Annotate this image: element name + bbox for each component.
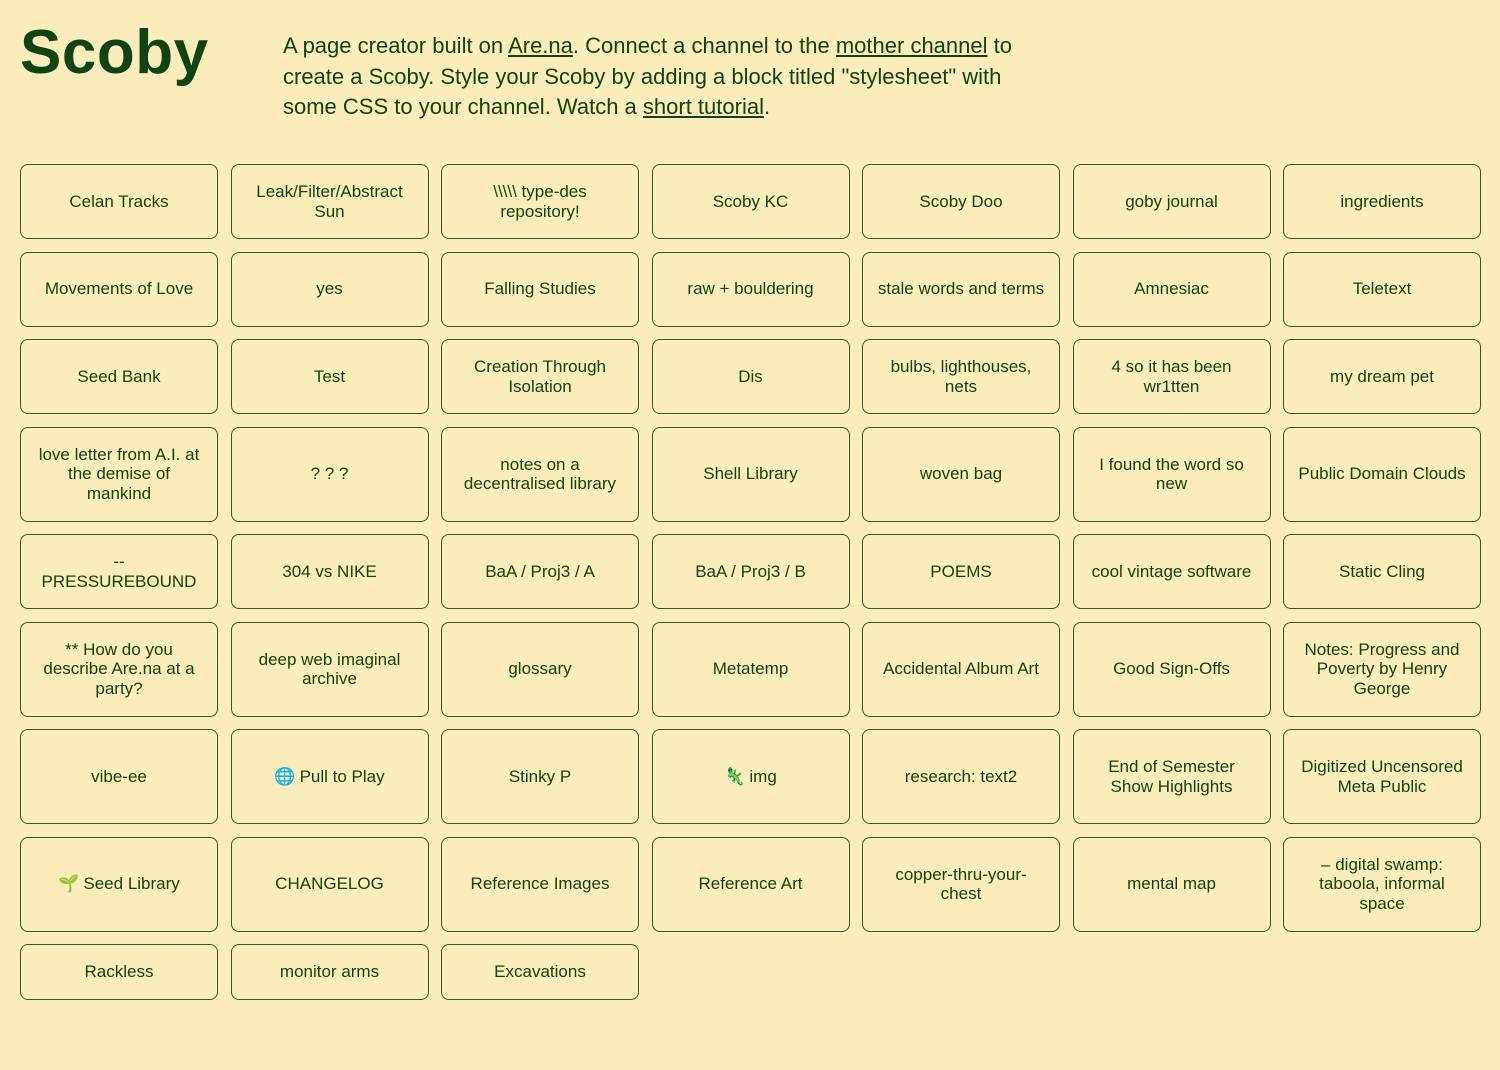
channel-title: 304 vs NIKE: [282, 561, 377, 581]
channel-tile-content: [274, 767, 384, 787]
channel-tile[interactable]: [1073, 534, 1271, 609]
channel-tile[interactable]: [231, 427, 429, 522]
intro-text: [283, 31, 1023, 123]
channel-title: glossary: [508, 659, 572, 679]
channel-tile[interactable]: [1283, 837, 1481, 932]
channel-title: 4 so it has been wr1tten: [1111, 357, 1232, 396]
channel-tile-content: [35, 445, 203, 504]
channel-tile-content: [456, 455, 624, 494]
channel-title: Rackless: [84, 962, 154, 982]
channel-tile[interactable]: [20, 622, 218, 717]
channel-title: Test: [313, 366, 346, 386]
channel-title: Reference Images: [470, 874, 610, 894]
site-logo[interactable]: Scoby: [20, 18, 209, 87]
channel-tile[interactable]: [1073, 729, 1271, 824]
channel-title: copper-thru-your-chest: [895, 864, 1027, 903]
channel-tile-content: [920, 464, 1002, 484]
channel-title: Stinky P: [508, 766, 572, 786]
channel-title: CHANGELOG: [275, 874, 384, 894]
channel-title: Metatemp: [712, 659, 789, 679]
channel-title: Static Cling: [1339, 561, 1425, 581]
channel-tile-content: [456, 182, 624, 221]
channel-title: love letter from A.I. at the demise of mankind: [38, 444, 200, 503]
channel-tile-content: [69, 192, 168, 212]
channel-tile[interactable]: [652, 622, 850, 717]
mother-channel-link[interactable]: mother channel: [835, 33, 988, 58]
channel-title: Seed Library: [83, 874, 180, 894]
channel-tile-content: [246, 182, 414, 221]
channel-title: stale words and terms: [877, 279, 1045, 299]
channel-title: Dis: [738, 366, 763, 386]
channel-tile[interactable]: [231, 837, 429, 932]
channel-tile-content: [1134, 279, 1209, 299]
channel-tile-content: [877, 357, 1045, 396]
channel-title: BaA / Proj3 / A: [485, 561, 595, 581]
channel-title: Scoby Doo: [919, 191, 1003, 211]
channel-tile[interactable]: [231, 622, 429, 717]
channel-title: ? ? ?: [310, 464, 349, 484]
channel-tile[interactable]: [862, 427, 1060, 522]
arena-link[interactable]: Are.na: [508, 33, 573, 58]
channel-tile-content: [1298, 640, 1466, 699]
channel-tile[interactable]: [231, 729, 429, 824]
channel-tile-content: [703, 464, 798, 484]
channel-tile-content: [282, 562, 377, 582]
channel-title: Reference Art: [698, 874, 803, 894]
channel-tile[interactable]: [652, 729, 850, 824]
channel-tile[interactable]: [1073, 339, 1271, 414]
channel-tile-content: [713, 192, 789, 212]
channel-tile-content: [877, 865, 1045, 904]
channel-tile-content: [484, 279, 596, 299]
channel-tile[interactable]: [20, 427, 218, 522]
channel-tile[interactable]: [20, 339, 218, 414]
channel-title: – digital swamp: taboola, informal space: [1319, 854, 1445, 913]
channel-title: Seed Bank: [77, 366, 161, 386]
channel-title: Notes: Progress and Poverty by Henry George: [1304, 639, 1460, 698]
channel-tile-content: [1298, 464, 1465, 484]
channel-tile[interactable]: [862, 339, 1060, 414]
channel-tile[interactable]: [862, 164, 1060, 239]
sprout-icon: 🌱: [58, 874, 80, 894]
channel-tile-content: [878, 279, 1044, 299]
channel-tile[interactable]: [1283, 622, 1481, 717]
channel-title: Scoby KC: [712, 191, 789, 211]
channel-tile[interactable]: [862, 534, 1060, 609]
channel-tile[interactable]: [1283, 729, 1481, 824]
channel-tile[interactable]: [1283, 534, 1481, 609]
channel-title: ** How do you describe Are.na at a party?: [43, 639, 195, 698]
channel-title: vibe-ee: [91, 766, 147, 786]
channel-tile-content: [695, 562, 806, 582]
channel-tile[interactable]: [441, 729, 639, 824]
channel-title: deep web imaginal archive: [258, 649, 401, 688]
channel-tile[interactable]: [1073, 252, 1271, 327]
channel-title: cool vintage software: [1091, 561, 1252, 581]
channel-tile-content: [246, 650, 414, 689]
channel-tile-content: [275, 874, 384, 894]
channel-title: Teletext: [1352, 279, 1412, 299]
channel-tile[interactable]: [231, 944, 429, 1000]
channel-title: yes: [316, 279, 343, 299]
channel-tile[interactable]: [652, 164, 850, 239]
channel-title: ingredients: [1340, 191, 1424, 211]
channel-tile-content: [1088, 357, 1256, 396]
channel-tile-content: [1127, 874, 1216, 894]
channel-tile[interactable]: [441, 252, 639, 327]
channel-tile-content: [1339, 562, 1425, 582]
channel-title: End of Semester Show Highlights: [1108, 757, 1235, 796]
channel-title: I found the word so new: [1099, 454, 1244, 493]
channel-tile[interactable]: [652, 252, 850, 327]
channel-title: POEMS: [930, 561, 992, 581]
channel-tile-content: [1353, 279, 1412, 299]
channel-tile[interactable]: [1283, 339, 1481, 414]
channel-tile-content: [1088, 757, 1256, 796]
channel-tile[interactable]: [441, 837, 639, 932]
channel-tile-content: [905, 767, 1017, 787]
channel-title: Amnesiac: [1134, 279, 1209, 299]
channel-tile[interactable]: [1073, 164, 1271, 239]
channel-tile[interactable]: [652, 534, 850, 609]
short-tutorial-link[interactable]: short tutorial: [642, 94, 764, 119]
channel-tile-content: [699, 874, 803, 894]
channel-title: Public Domain Clouds: [1298, 464, 1466, 484]
channel-tile-content: [85, 962, 154, 982]
channel-tile[interactable]: [652, 339, 850, 414]
channel-title: Shell Library: [703, 464, 798, 484]
channel-tile[interactable]: [231, 339, 429, 414]
channel-tile-content: [1092, 562, 1252, 582]
channel-tile-content: [1330, 367, 1434, 387]
channel-tile-content: [456, 357, 624, 396]
channel-tile-content: [471, 874, 610, 894]
channel-tile-content: [1088, 455, 1256, 494]
channel-title: Movements of Love: [44, 279, 194, 299]
channel-tile-content: [1298, 757, 1466, 796]
lizard-icon: 🦎: [724, 766, 746, 786]
channel-tile[interactable]: [1073, 837, 1271, 932]
channel-tile-content: [930, 562, 991, 582]
channel-tile[interactable]: [862, 729, 1060, 824]
channel-title: Good Sign-Offs: [1113, 659, 1230, 679]
channel-tile[interactable]: [231, 534, 429, 609]
channel-tile[interactable]: [441, 339, 639, 414]
channel-tile[interactable]: [862, 837, 1060, 932]
channel-title: bulbs, lighthouses, nets: [890, 357, 1032, 396]
channel-tile-content: [91, 767, 147, 787]
channel-title: Falling Studies: [484, 279, 596, 299]
channel-tile[interactable]: [20, 252, 218, 327]
channel-title: my dream pet: [1330, 366, 1434, 386]
channel-title: -- PRESSUREBOUND: [41, 552, 197, 591]
channel-grid: [20, 164, 1481, 1000]
channel-tile[interactable]: [20, 729, 218, 824]
channel-title: Excavations: [494, 962, 586, 982]
channel-tile[interactable]: [20, 837, 218, 932]
channel-title: goby journal: [1125, 191, 1218, 211]
channel-tile[interactable]: [441, 622, 639, 717]
channel-tile-content: [316, 279, 342, 299]
channel-tile[interactable]: [1283, 427, 1481, 522]
channel-tile-content: [314, 367, 345, 387]
channel-tile-content: [687, 279, 813, 299]
channel-tile[interactable]: [441, 427, 639, 522]
channel-tile-content: [883, 659, 1039, 679]
channel-tile[interactable]: [862, 622, 1060, 717]
channel-tile[interactable]: [231, 164, 429, 239]
channel-tile-content: [919, 192, 1002, 212]
channel-title: Leak/Filter/Abstract Sun: [256, 182, 403, 221]
channel-tile[interactable]: [1283, 252, 1481, 327]
channel-tile-content: [77, 367, 160, 387]
intro-text-2: . Connect a channel to the: [572, 33, 836, 58]
channel-tile[interactable]: [231, 252, 429, 327]
channel-title: Celan Tracks: [69, 191, 169, 211]
channel-tile[interactable]: [20, 534, 218, 609]
channel-tile-content: [1113, 659, 1230, 679]
channel-title: mental map: [1127, 874, 1216, 894]
channel-title: research: text2: [904, 766, 1018, 786]
channel-title: raw + bouldering: [687, 279, 814, 299]
channel-title: monitor arms: [279, 962, 380, 982]
channel-tile-content: [45, 279, 193, 299]
channel-tile-content: [1298, 855, 1466, 914]
channel-tile-content: [508, 659, 571, 679]
channel-title: Creation Through Isolation: [474, 357, 606, 396]
channel-title: Accidental Album Art: [883, 659, 1039, 679]
channel-tile[interactable]: [652, 427, 850, 522]
channel-title: BaA / Proj3 / B: [695, 561, 806, 581]
channel-tile[interactable]: [862, 252, 1060, 327]
channel-tile-content: [713, 659, 789, 679]
channel-title: \\\\\ type-des repository!: [493, 182, 587, 221]
channel-tile[interactable]: [20, 944, 218, 1000]
intro-text-3: to create a Scoby. Style your Scoby by adding a block titled "stylesheet" with some CSS to your channel. Watch a: [283, 33, 1012, 119]
channel-tile-content: [35, 640, 203, 699]
channel-tile-content: [1340, 192, 1423, 212]
channel-tile[interactable]: [20, 164, 218, 239]
channel-tile-content: [738, 367, 763, 387]
channel-tile[interactable]: [1073, 427, 1271, 522]
channel-tile[interactable]: [1073, 622, 1271, 717]
channel-tile-content: [280, 962, 379, 982]
channel-tile-content: [1125, 192, 1218, 212]
channel-title: woven bag: [919, 464, 1003, 484]
intro-text-1: A page creator built on: [283, 33, 509, 58]
intro-text-4: .: [763, 94, 771, 119]
channel-tile[interactable]: [441, 944, 639, 1000]
channel-title: img: [749, 766, 777, 786]
channel-tile-content: [311, 464, 349, 484]
channel-tile-content: [58, 874, 180, 894]
channel-tile-content: [485, 562, 595, 582]
channel-title: Pull to Play: [299, 766, 385, 786]
channel-tile[interactable]: [441, 534, 639, 609]
channel-tile-content: [35, 552, 203, 591]
channel-tile-content: [509, 767, 571, 787]
channel-tile[interactable]: [652, 837, 850, 932]
channel-tile[interactable]: [441, 164, 639, 239]
channel-tile-content: [724, 767, 777, 787]
channel-tile-content: [494, 962, 586, 982]
channel-title: Digitized Uncensored Meta Public: [1301, 757, 1463, 796]
channel-title: notes on a decentralised library: [463, 454, 617, 493]
globe-icon: 🌐: [274, 766, 296, 786]
channel-tile[interactable]: [1283, 164, 1481, 239]
